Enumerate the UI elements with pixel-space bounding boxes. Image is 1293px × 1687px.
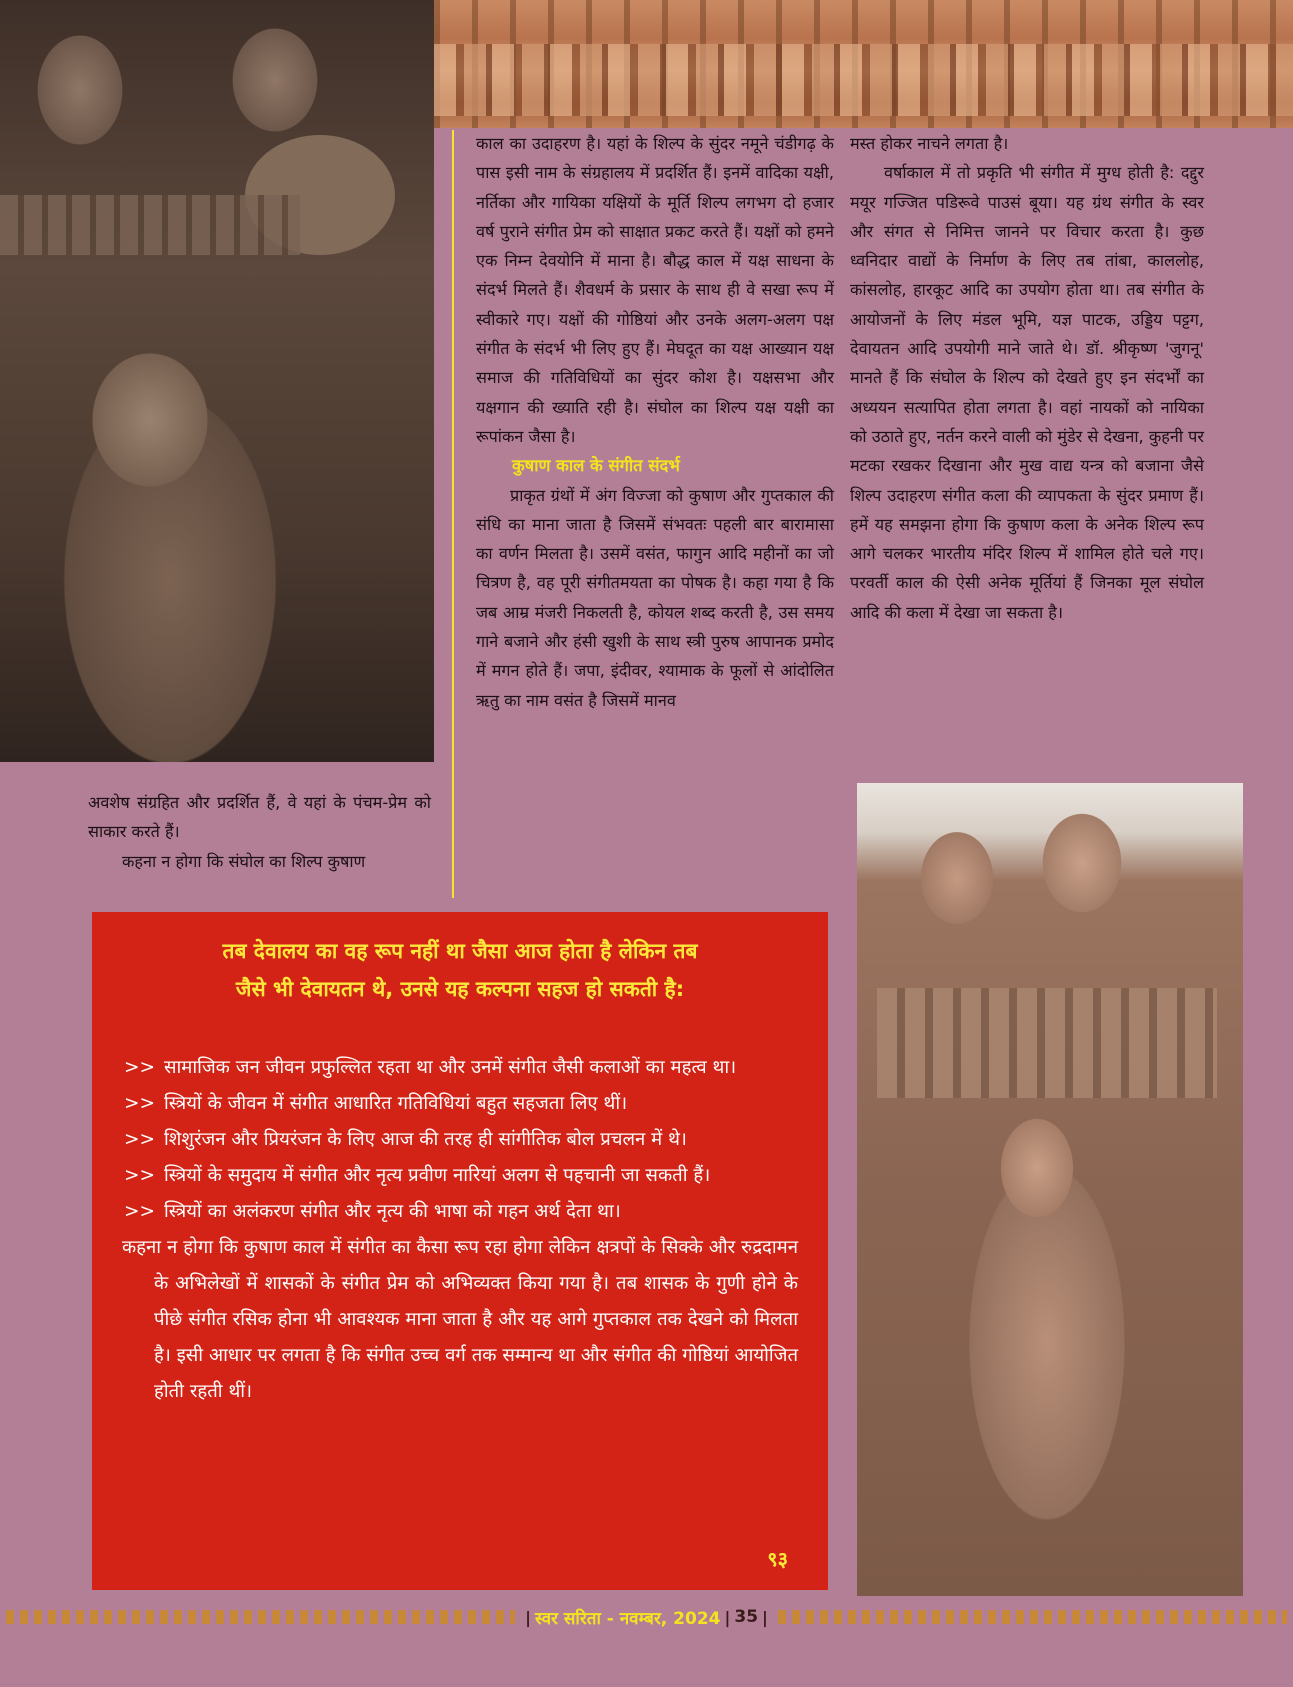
paragraph: काल का उदाहरण है। यहां के शिल्प के सुंदर नमूने चंडीगढ़ के पास इसी नाम के संग्रहालय में प्रदर्शित हैं। इनमें वादिका यक्षी, नर्तिका और गायिका यक्षियों के मूर्ति शिल्प लगभग दो हजार वर्ष पुराने संगीत प्रेम को साक्षात प्रकट करते हैं। यक्षों को हमने एक निम्न देवयोनि में माना है। बौद्ध काल में यक्ष साधना के संदर्भ मिलते हैं। शैवधर्म के प्रसार के साथ ही वे सखा रूप में स्वीकारे गए। यक्षों की गोष्ठियां और उनके अलग-अलग पक्ष संगीत के संदर्भ भी लिए हुए हैं। मेघदूत का यक्ष आख्यान यक्ष समाज की गतिविधियों का सुंदर कोश है। यक्षसभा और यक्षगान की ख्याति रही है। संघोल का शिल्प यक्ष यक्षी का रूपांकन जैसा है।	[476, 134, 834, 446]
magazine-name-date: स्वर सरिता - नवम्बर, 2024	[534, 1608, 721, 1629]
carved-band	[0, 195, 300, 255]
page-number: 35	[734, 1607, 759, 1627]
bullet-marker: >>	[124, 1129, 156, 1150]
highlight-list	[92, 1050, 828, 1230]
footer-separator: |	[724, 1607, 731, 1627]
ornament-border-left	[6, 1610, 515, 1624]
section-subheading: कुषाण काल के संगीत संदर्भ	[512, 456, 680, 476]
highlight-heading-line-2: जैसे भी देवायतन थे, उनसे यह कल्पना सहज हो सकती है:	[235, 977, 685, 1001]
list-item	[124, 1122, 798, 1158]
sculpture-photo-yakshi-top-left	[0, 0, 434, 762]
list-item	[124, 1086, 798, 1122]
footer-separator: |	[525, 1607, 531, 1627]
article-column-right	[850, 129, 1204, 627]
bullet-marker: >>	[124, 1201, 156, 1222]
bullet-marker: >>	[124, 1057, 156, 1078]
highlight-box	[92, 912, 828, 1590]
temple-frieze-photo	[434, 0, 1293, 128]
column-divider-rule	[452, 130, 454, 898]
bullet-marker: >>	[124, 1093, 156, 1114]
article-column-left	[88, 788, 431, 876]
article-column-middle	[476, 129, 834, 715]
highlight-closing-paragraph: कहना न होगा कि कुषाण काल में संगीत का कैसा रूप रहा होगा लेकिन क्षत्रपों के सिक्के और रुद्रदामन के अभिलेखों में शासकों के संगीत प्रेम को अभिव्यक्त किया गया है। तब शासक के गुणी होने के पीछे संगीत रसिक होना भी आवश्यक माना जाता है और यह आगे गुप्तकाल तक देखने को मिलता है। इसी आधार पर लगता है कि संगीत उच्च वर्ग तक सम्मान्य था और संगीत की गोष्ठियां आयोजित होती रहती थीं।	[122, 1237, 798, 1402]
list-item-text: स्त्रियों के समुदाय में संगीत और नृत्य प्रवीण नारियां अलग से पहचानी जा सकती हैं।	[164, 1165, 711, 1186]
highlight-heading-line-1: तब देवालय का वह रूप नहीं था जैसा आज होता है लेकिन तब	[222, 939, 698, 963]
paragraph: कहना न होगा कि संघोल का शिल्प कुषाण	[122, 851, 366, 871]
paragraph: प्राकृत ग्रंथों में अंग विज्जा को कुषाण और गुप्तकाल की संधि का माना जाता है जिसमें संभवतः पहली बार बारामासा का वर्णन मिलता है। उसमें वसंत, फागुन आदि महीनों का जो चित्रण है, वह पूरी संगीतमयता का पोषक है। कहा गया है कि जब आम्र मंजरी निकलती है, कोयल शब्द करती है, उस समय गाने बजाने और हंसी खुशी के साथ स्त्री पुरुष आपानक प्रमोद में मगन होते हैं। जपा, इंदीवर, श्यामाक के फूलों से आंदोलित ऋतु का नाम वसंत है जिसमें मानव	[476, 485, 834, 710]
bullet-marker: >>	[124, 1165, 156, 1186]
list-item	[124, 1158, 798, 1194]
paragraph: अवशेष संग्रहित और प्रदर्शित हैं, वे यहां के पंचम-प्रेम को साकार करते हैं।	[88, 793, 431, 842]
list-item	[124, 1194, 798, 1230]
page-footer	[0, 1604, 1293, 1630]
highlight-heading	[92, 932, 828, 1008]
list-item-text: सामाजिक जन जीवन प्रफुल्लित रहता था और उनमें संगीत जैसी कलाओं का महत्व था।	[164, 1057, 737, 1078]
list-item-text: शिशुरंजन और प्रियरंजन के लिए आज की तरह ही सांगीतिक बोल प्रचलन में थे।	[164, 1129, 687, 1150]
list-item	[124, 1050, 798, 1086]
list-item-text: स्त्रियों का अलंकरण संगीत और नृत्य की भाषा को गहन अर्थ देता था।	[164, 1201, 621, 1222]
list-item-text: स्त्रियों के जीवन में संगीत आधारित गतिविधियां बहुत सहजता लिए थीं।	[164, 1093, 628, 1114]
footer-separator: |	[762, 1607, 768, 1627]
paragraph: वर्षाकाल में तो प्रकृति भी संगीत में मुग्ध होती है: दद्दुर मयूर गज्जित पडिरूवे पाउसं बूया। यह ग्रंथ संगीत के स्वर और संगत से निमित्त जानने पर विचार करता है। कुछ ध्वनिदार वाद्यों के निर्माण के लिए तब तांबा, काललोह, कांसलोह, हारकूट आदि का उपयोग होता था। तब संगीत के आयोजनों के लिए मंडल भूमि, यज्ञ पाटक, उड्डिय पट्टग, देवायतन आदि उपयोगी माने जाते थे। डॉ. श्रीकृष्ण 'जुगनू' मानते हैं कि संघोल के शिल्प को देखते हुए इन संदर्भों का अध्ययन सत्यापित होता लगता है। वहां नायकों को नायिका को उठाते हुए, नर्तन करने वाली को मुंडेर से देखना, कुहनी पर मटका रखकर दिखाना और मुख वाद्य यन्त्र को बजाना जैसे शिल्प उदाहरण संगीत कला की व्यापकता के सुंदर प्रमाण हैं। हमें यह समझना होगा कि कुषाण कला के अनेक शिल्प रूप आगे चलकर भारतीय मंदिर शिल्प में शामिल होते चले गए। परवर्ती काल की ऐसी अनेक मूर्तियां हैं जिनका मूल संघोल आदि की कला में देखा जा सकता है।	[850, 163, 1204, 622]
carved-band	[877, 988, 1217, 1098]
sculpture-photo-yakshi-bottom-right	[857, 783, 1243, 1596]
frieze-figures	[434, 44, 1293, 116]
ornament-border-right	[778, 1610, 1287, 1624]
end-mark: ९३	[767, 1547, 788, 1571]
paragraph: मस्त होकर नाचने लगता है।	[850, 134, 1009, 153]
